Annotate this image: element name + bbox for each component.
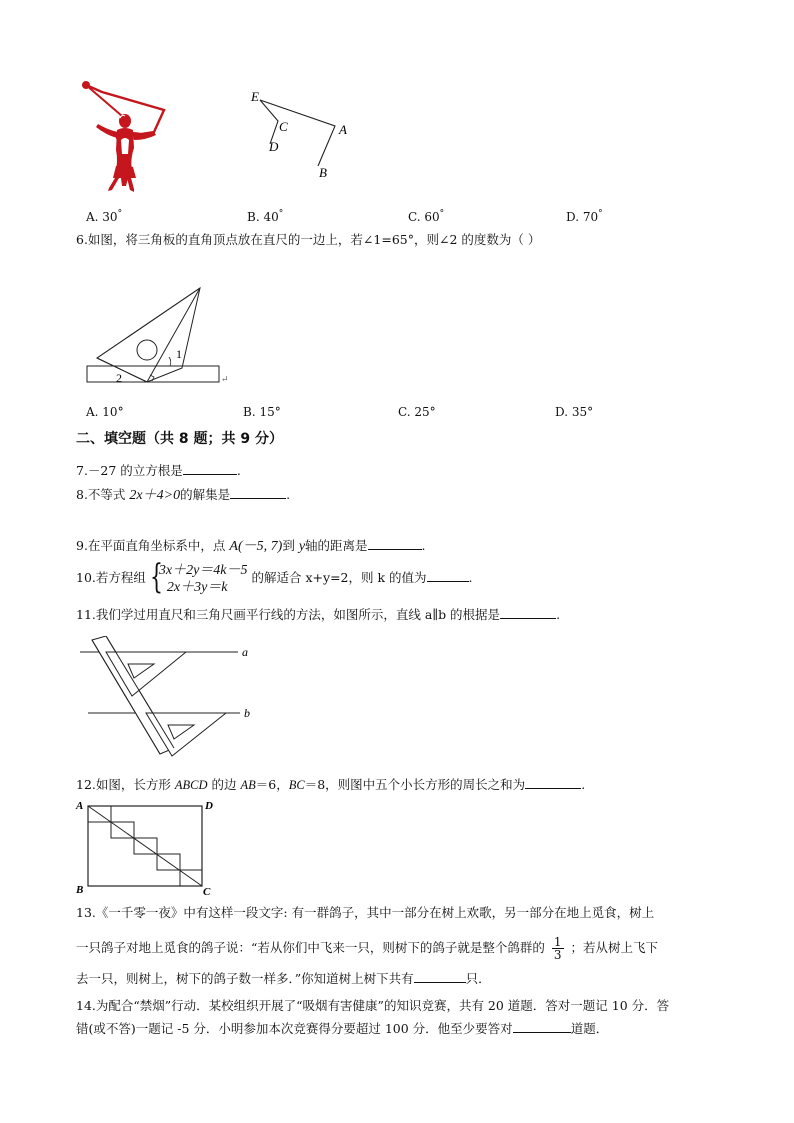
q11-answer-blank[interactable] — [500, 606, 556, 619]
label-d: D — [269, 139, 279, 154]
q12: 12.如图，长方形 ABCD 的边 AB＝6，BC＝8，则图中五个小长方形的周长之和为 . — [76, 777, 586, 792]
q5-option-b[interactable]: B. 40° — [247, 209, 284, 224]
svg-text:↵: ↵ — [221, 374, 229, 384]
triangle-ruler-figure — [84, 284, 234, 388]
vertex-b: B — [76, 884, 84, 896]
q13-line1: 13.《一千零一夜》中有这样一段文字: 有一群鸽子，其中一部分在树上欢歌，另一部分在地上觅食，树上 — [76, 905, 655, 920]
q13-answer-blank[interactable] — [414, 970, 466, 983]
angle-1-label: 1 — [176, 347, 182, 361]
equation-system: { 3x＋2y＝4k－5 2x＋3y＝k — [149, 556, 248, 597]
vertex-c: C — [203, 886, 211, 896]
line-b-label: b — [244, 706, 250, 720]
vertex-d: D — [205, 800, 213, 812]
angle-figure-ecdab — [245, 84, 355, 184]
q7: 7.－27 的立方根是 . — [76, 463, 241, 478]
label-a: A — [339, 122, 347, 137]
q11: 11.我们学过用直尺和三角尺画平行线的方法，如图所示，直线 a∥b 的根据是 . — [76, 607, 561, 622]
parallel-lines-figure — [78, 636, 264, 758]
q10-answer-blank[interactable] — [427, 567, 469, 582]
q14-line1: 14.为配合“禁烟”行动．某校组织开展了“吸烟有害健康”的知识竞赛，共有 20 道题．答对一题记 10 分．答 — [76, 998, 670, 1013]
label-e: E — [251, 89, 259, 104]
q5-option-c[interactable]: C. 60° — [408, 209, 445, 224]
q6-option-b[interactable]: B. 15° — [243, 405, 281, 419]
q10: 10.若方程组 { 3x＋2y＝4k－5 2x＋3y＝k 的解适合 x+y=2，则 k 的值为 . — [76, 556, 473, 597]
vertex-a: A — [76, 800, 84, 812]
q5-option-a[interactable]: A. 30° — [86, 209, 123, 224]
label-b: B — [319, 165, 327, 180]
q13-line2: 一只鸽子对地上觅食的鸽子说：“若从你们中飞来一只，则树下的鸽子就是整个鸽群的 $\frac{1}{3}$ ；若从树上飞下 — [76, 935, 659, 962]
q6-option-c[interactable]: C. 25° — [398, 405, 436, 419]
dancer-figure — [72, 74, 172, 196]
label-c: C — [279, 119, 288, 134]
q7-answer-blank[interactable] — [183, 462, 237, 475]
q6-option-d[interactable]: D. 35° — [555, 405, 594, 419]
angle-2-label: 2 — [116, 371, 122, 385]
q8-answer-blank[interactable] — [230, 486, 286, 499]
q14-answer-blank[interactable] — [513, 1020, 571, 1033]
line-a-label: a — [242, 645, 248, 659]
fraction-one-third: $\frac{1}{3}$ — [553, 935, 562, 962]
q8: 8.不等式 2x＋4>0的解集是 . — [76, 487, 291, 503]
q9-answer-blank[interactable] — [368, 537, 422, 550]
q5-option-d[interactable]: D. 70° — [566, 209, 603, 224]
q6-text: 6.如图，将三角板的直角顶点放在直尺的一边上，若∠1=65°，则∠2 的度数为（ ） — [76, 232, 541, 247]
section-title: 二、填空题（共 8 题；共 9 分） — [76, 431, 283, 447]
q14-line2: 错(或不答)一题记 -5 分．小明参加本次竞赛得分要超过 100 分．他至少要答对 道题． — [76, 1021, 609, 1036]
q9: 9.在平面直角坐标系中，点 A(－5, 7)到 y轴的距离是 . — [76, 538, 426, 554]
q13-line3: 去一只，则树上，树下的鸽子数一样多．”你知道树上树下共有 只． — [76, 971, 491, 986]
q6-option-a[interactable]: A. 10° — [86, 405, 124, 419]
rectangle-abcd-figure — [74, 796, 216, 896]
q12-answer-blank[interactable] — [525, 776, 581, 789]
